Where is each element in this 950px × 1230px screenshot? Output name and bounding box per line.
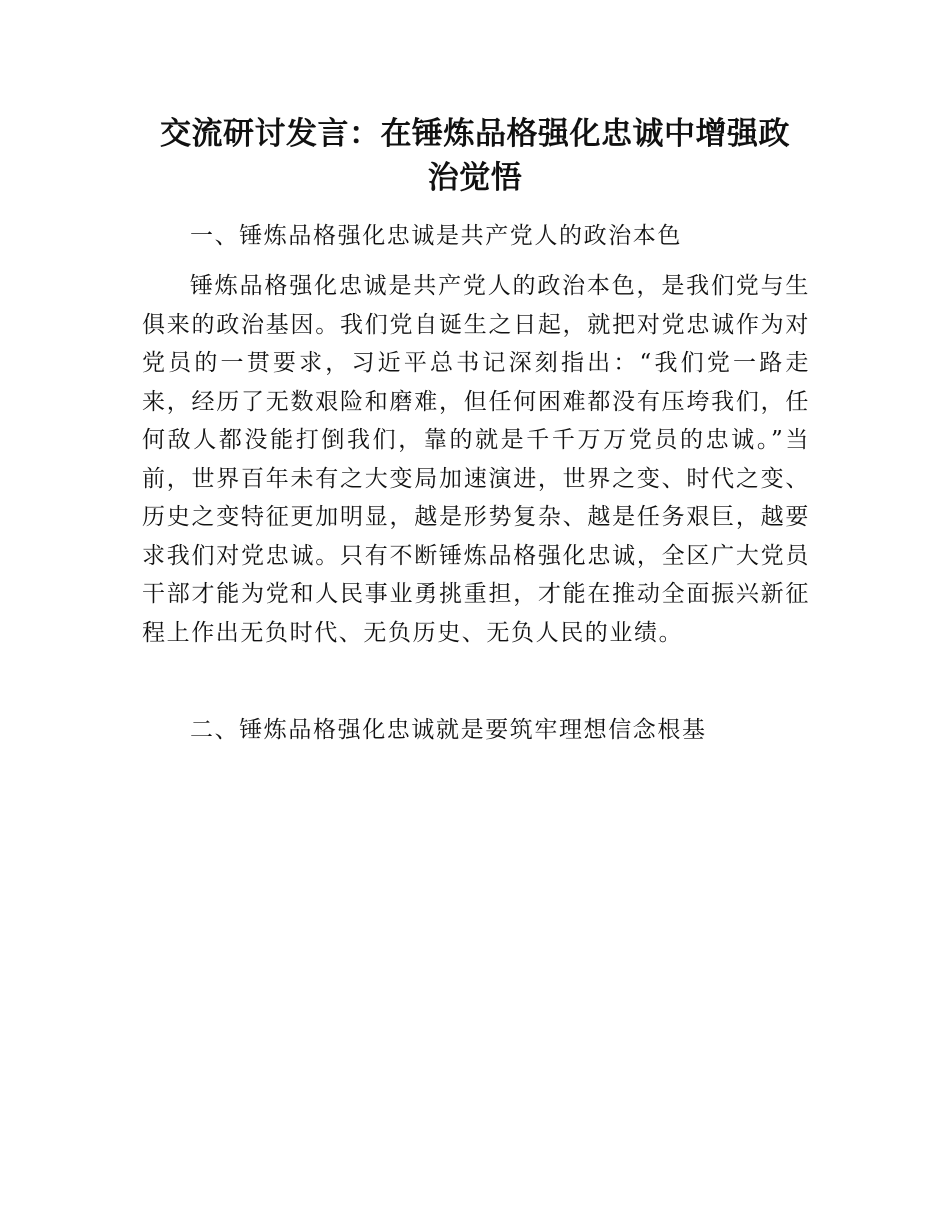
section-1-body: 锤炼品格强化忠诚是共产党人的政治本色，是我们党与生俱来的政治基因。我们党自诞生之日起，就把对党忠诚作为对党员的一贯要求，习近平总书记深刻指出：“我们党一路走来，经历了无数艰险和磨难，但任何困难都没有压垮我们，任何敌人都没能打倒我们，靠的就是千千万万党员的忠诚。”当前，世界百年未有之大变局加速演进，世界之变、时代之变、历史之变特征更加明显，越是形势复杂、越是任务艰巨，越要求我们对党忠诚。只有不断锤炼品格强化忠诚，全区广大党员干部才能为党和人民事业勇挑重担，才能在推动全面振兴新征程上作出无负时代、无负历史、无负人民的业绩。 [142,273,810,646]
title-line-1: 交流研讨发言：在锤炼品格强化忠诚中增强政 [160,116,790,152]
title-line-2: 治觉悟 [427,160,523,196]
document-title [130,112,820,200]
section-2-heading: 二、锤炼品格强化忠诚就是要筑牢理想信念根基 [190,717,707,743]
section-1-heading: 一、锤炼品格强化忠诚是共产党人的政治本色 [190,223,682,249]
